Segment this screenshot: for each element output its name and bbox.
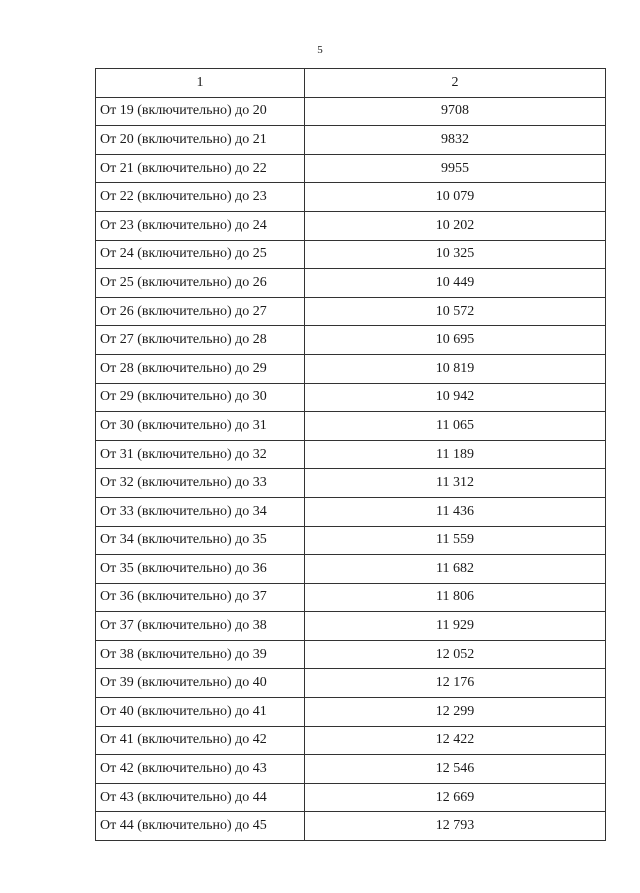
amount-cell: 12 299: [305, 698, 606, 727]
column-header-1: 1: [96, 69, 305, 98]
range-cell: От 42 (включительно) до 43: [96, 755, 305, 784]
table-row: [96, 583, 606, 612]
amount-cell: 12 669: [305, 783, 606, 812]
amount-cell: 10 202: [305, 211, 606, 240]
table-row: [96, 497, 606, 526]
amount-cell: 11 682: [305, 555, 606, 584]
amount-cell: 11 065: [305, 412, 606, 441]
table-row: [96, 440, 606, 469]
page-number: 5: [317, 44, 323, 56]
amount-cell: 10 819: [305, 354, 606, 383]
table-row: [96, 126, 606, 155]
amount-cell: 12 422: [305, 726, 606, 755]
range-cell: От 26 (включительно) до 27: [96, 297, 305, 326]
range-cell: От 24 (включительно) до 25: [96, 240, 305, 269]
amount-cell: 11 189: [305, 440, 606, 469]
table-row: [96, 755, 606, 784]
range-cell: От 37 (включительно) до 38: [96, 612, 305, 641]
amount-cell: 11 436: [305, 497, 606, 526]
table-row: [96, 97, 606, 126]
table-row: [96, 669, 606, 698]
range-cell: От 28 (включительно) до 29: [96, 354, 305, 383]
range-cell: От 27 (включительно) до 28: [96, 326, 305, 355]
range-cell: От 21 (включительно) до 22: [96, 154, 305, 183]
range-cell: От 30 (включительно) до 31: [96, 412, 305, 441]
table-row: [96, 783, 606, 812]
table-row: [96, 640, 606, 669]
table-row: [96, 154, 606, 183]
amount-cell: 12 176: [305, 669, 606, 698]
table-row: [96, 526, 606, 555]
table-row: [96, 412, 606, 441]
range-cell: От 20 (включительно) до 21: [96, 126, 305, 155]
range-cell: От 25 (включительно) до 26: [96, 269, 305, 298]
range-cell: От 22 (включительно) до 23: [96, 183, 305, 212]
amount-cell: 12 546: [305, 755, 606, 784]
table-row: [96, 183, 606, 212]
range-cell: От 23 (включительно) до 24: [96, 211, 305, 240]
table-row: [96, 698, 606, 727]
table-row: [96, 297, 606, 326]
table-row: [96, 555, 606, 584]
table-row: [96, 612, 606, 641]
table-row: [96, 383, 606, 412]
table-row: [96, 240, 606, 269]
table-row: [96, 326, 606, 355]
table-row: [96, 726, 606, 755]
range-cell: От 38 (включительно) до 39: [96, 640, 305, 669]
range-cell: От 39 (включительно) до 40: [96, 669, 305, 698]
amount-cell: 12 052: [305, 640, 606, 669]
amount-cell: 10 325: [305, 240, 606, 269]
range-cell: От 19 (включительно) до 20: [96, 97, 305, 126]
table-row: [96, 269, 606, 298]
amount-cell: 9832: [305, 126, 606, 155]
range-cell: От 32 (включительно) до 33: [96, 469, 305, 498]
amount-cell: 10 942: [305, 383, 606, 412]
range-cell: От 40 (включительно) до 41: [96, 698, 305, 727]
range-cell: От 43 (включительно) до 44: [96, 783, 305, 812]
range-cell: От 44 (включительно) до 45: [96, 812, 305, 841]
table-header-row: [96, 69, 606, 98]
range-cell: От 34 (включительно) до 35: [96, 526, 305, 555]
table-row: [96, 812, 606, 841]
table-row: [96, 211, 606, 240]
amount-cell: 10 695: [305, 326, 606, 355]
table-row: [96, 469, 606, 498]
range-cell: От 29 (включительно) до 30: [96, 383, 305, 412]
amount-cell: 9708: [305, 97, 606, 126]
amount-cell: 10 572: [305, 297, 606, 326]
amount-cell: 11 312: [305, 469, 606, 498]
amount-cell: 10 449: [305, 269, 606, 298]
range-cell: От 33 (включительно) до 34: [96, 497, 305, 526]
rates-table: [95, 68, 606, 841]
range-cell: От 41 (включительно) до 42: [96, 726, 305, 755]
range-cell: От 36 (включительно) до 37: [96, 583, 305, 612]
amount-cell: 11 559: [305, 526, 606, 555]
range-cell: От 31 (включительно) до 32: [96, 440, 305, 469]
table-row: [96, 354, 606, 383]
amount-cell: 9955: [305, 154, 606, 183]
amount-cell: 10 079: [305, 183, 606, 212]
range-cell: От 35 (включительно) до 36: [96, 555, 305, 584]
amount-cell: 12 793: [305, 812, 606, 841]
amount-cell: 11 806: [305, 583, 606, 612]
amount-cell: 11 929: [305, 612, 606, 641]
column-header-2: 2: [305, 69, 606, 98]
